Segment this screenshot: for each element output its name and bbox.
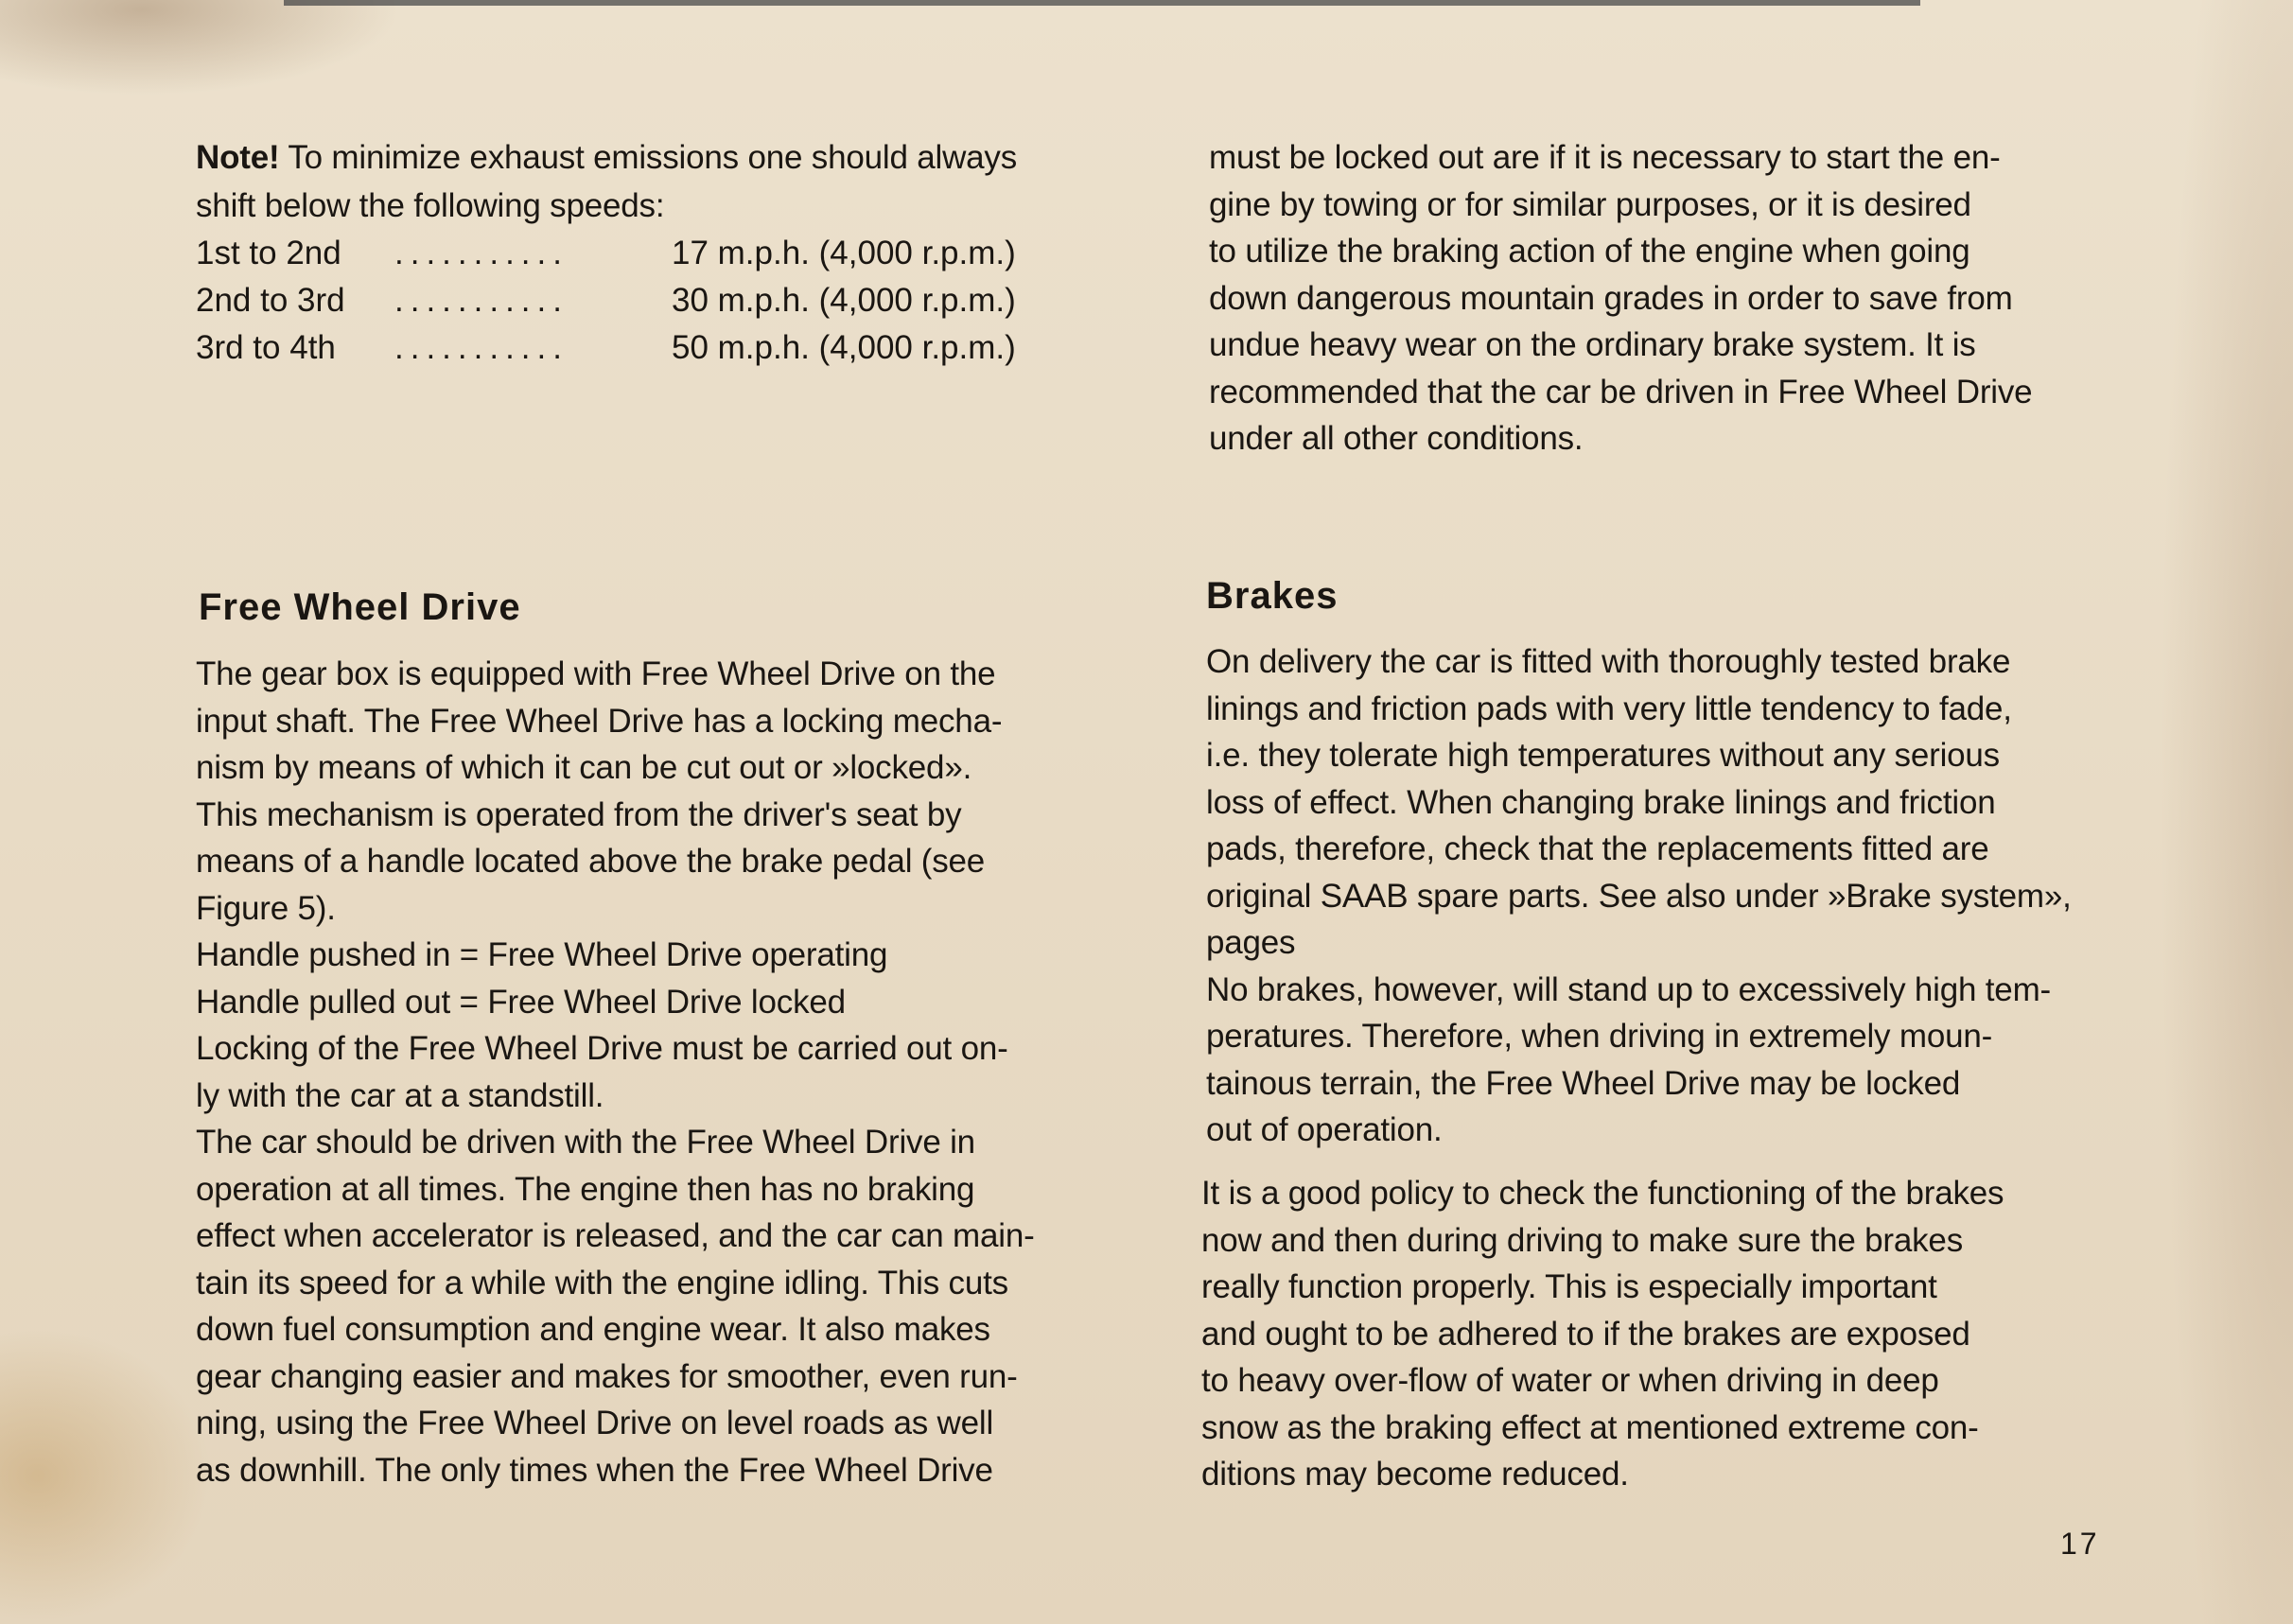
body-line: effect when accelerator is released, and the car can main- — [196, 1217, 1035, 1254]
brakes-paragraph-2 — [1201, 1170, 2004, 1498]
body-line: No brakes, however, will stand up to excessively high tem- — [1206, 970, 2051, 1008]
body-line: operation at all times. The engine then has no braking — [196, 1170, 975, 1208]
body-line: to utilize the braking action of the engine when going — [1209, 233, 1970, 270]
leader-dots: ........... — [394, 329, 569, 366]
body-line: Figure 5). — [196, 889, 336, 927]
note-text: To minimize exhaust emissions one should always — [288, 139, 1018, 176]
shift-speed: 30 m.p.h. (4,000 r.p.m.) — [672, 282, 1016, 319]
note-label: Note! — [196, 139, 280, 176]
body-line: under all other conditions. — [1209, 420, 1584, 457]
body-line: means of a handle located above the brake pedal (see — [196, 843, 986, 880]
body-line: The gear box is equipped with Free Wheel Drive on the — [196, 655, 996, 692]
body-line: This mechanism is operated from the driver's seat by — [196, 795, 962, 833]
body-line: Handle pulled out = Free Wheel Drive locked — [196, 983, 846, 1021]
body-line: snow as the braking effect at mentioned extreme con- — [1201, 1408, 1979, 1446]
shift-gears: 3rd to 4th — [196, 329, 336, 366]
body-line: recommended that the car be driven in Free Wheel Drive — [1209, 373, 2033, 410]
page-number: 17 — [2060, 1527, 2100, 1561]
body-line: ly with the car at a standstill. — [196, 1076, 604, 1114]
body-line: ditions may become reduced. — [1201, 1456, 1629, 1493]
body-line: down fuel consumption and engine wear. It also makes — [196, 1311, 990, 1348]
note-line-1 — [196, 134, 1017, 182]
shift-speed: 17 m.p.h. (4,000 r.p.m.) — [672, 235, 1016, 271]
free-wheel-drive-continuation — [1209, 134, 2032, 463]
brakes-paragraph-1 — [1206, 638, 2072, 1154]
shift-gears: 1st to 2nd — [196, 235, 341, 271]
brakes-heading: Brakes — [1206, 575, 1339, 617]
shift-speed: 50 m.p.h. (4,000 r.p.m.) — [672, 329, 1016, 366]
body-line: peratures. Therefore, when driving in extremely moun- — [1206, 1018, 1993, 1055]
leader-dots: ........... — [394, 282, 569, 319]
body-line: input shaft. The Free Wheel Drive has a locking mecha- — [196, 702, 1003, 740]
leader-dots: ........... — [394, 235, 569, 271]
body-line: really function properly. This is especially important — [1201, 1268, 1937, 1305]
body-line: gear changing easier and makes for smoother, even run- — [196, 1357, 1018, 1395]
body-line: nism by means of which it can be cut out or »locked». — [196, 749, 972, 786]
body-line: ning, using the Free Wheel Drive on level roads as well — [196, 1405, 994, 1441]
body-line: undue heavy wear on the ordinary brake system. It is — [1209, 326, 1976, 363]
body-line: down dangerous mountain grades in order to save from — [1209, 279, 2013, 317]
body-line: tainous terrain, the Free Wheel Drive may be locked — [1206, 1064, 1961, 1102]
body-line: i.e. they tolerate high temperatures without any serious — [1206, 737, 2000, 774]
body-line: tain its speed for a while with the engine idling. This cuts — [196, 1264, 1008, 1301]
body-line: out of operation. — [1206, 1111, 1443, 1148]
body-line: loss of effect. When changing brake linings and friction — [1206, 783, 1996, 821]
shift-gears: 2nd to 3rd — [196, 282, 345, 319]
body-line: original SAAB spare parts. See also under »Brake system», — [1206, 877, 2072, 915]
body-line: gine by towing or for similar purposes, or it is desired — [1209, 185, 1971, 223]
page-top-edge — [284, 0, 1920, 6]
body-line: On delivery the car is fitted with thoroughly tested brake — [1206, 643, 2011, 680]
free-wheel-drive-body — [196, 651, 1035, 1493]
body-line: now and then during driving to make sure the brakes — [1201, 1221, 1964, 1259]
body-line: as downhill. The only times when the Free Wheel Drive — [196, 1451, 993, 1489]
body-line: The car should be driven with the Free Wheel Drive in — [196, 1124, 975, 1161]
body-line: It is a good policy to check the functioning of the brakes — [1201, 1175, 2004, 1212]
body-line: Handle pushed in = Free Wheel Drive operating — [196, 936, 888, 973]
free-wheel-drive-heading: Free Wheel Drive — [199, 586, 521, 628]
body-line: pads, therefore, check that the replacements fitted are — [1206, 830, 1989, 867]
body-line: must be locked out are if it is necessary to start the en- — [1209, 139, 2001, 176]
body-line: and ought to be adhered to if the brakes are exposed — [1201, 1315, 1970, 1353]
body-line: pages — [1206, 924, 1296, 961]
body-line: Locking of the Free Wheel Drive must be carried out on- — [196, 1030, 1008, 1067]
note-line-2: shift below the following speeds: — [196, 187, 665, 224]
body-line: linings and friction pads with very little tendency to fade, — [1206, 690, 2012, 727]
body-line: to heavy over-flow of water or when driving in deep — [1201, 1362, 1939, 1399]
